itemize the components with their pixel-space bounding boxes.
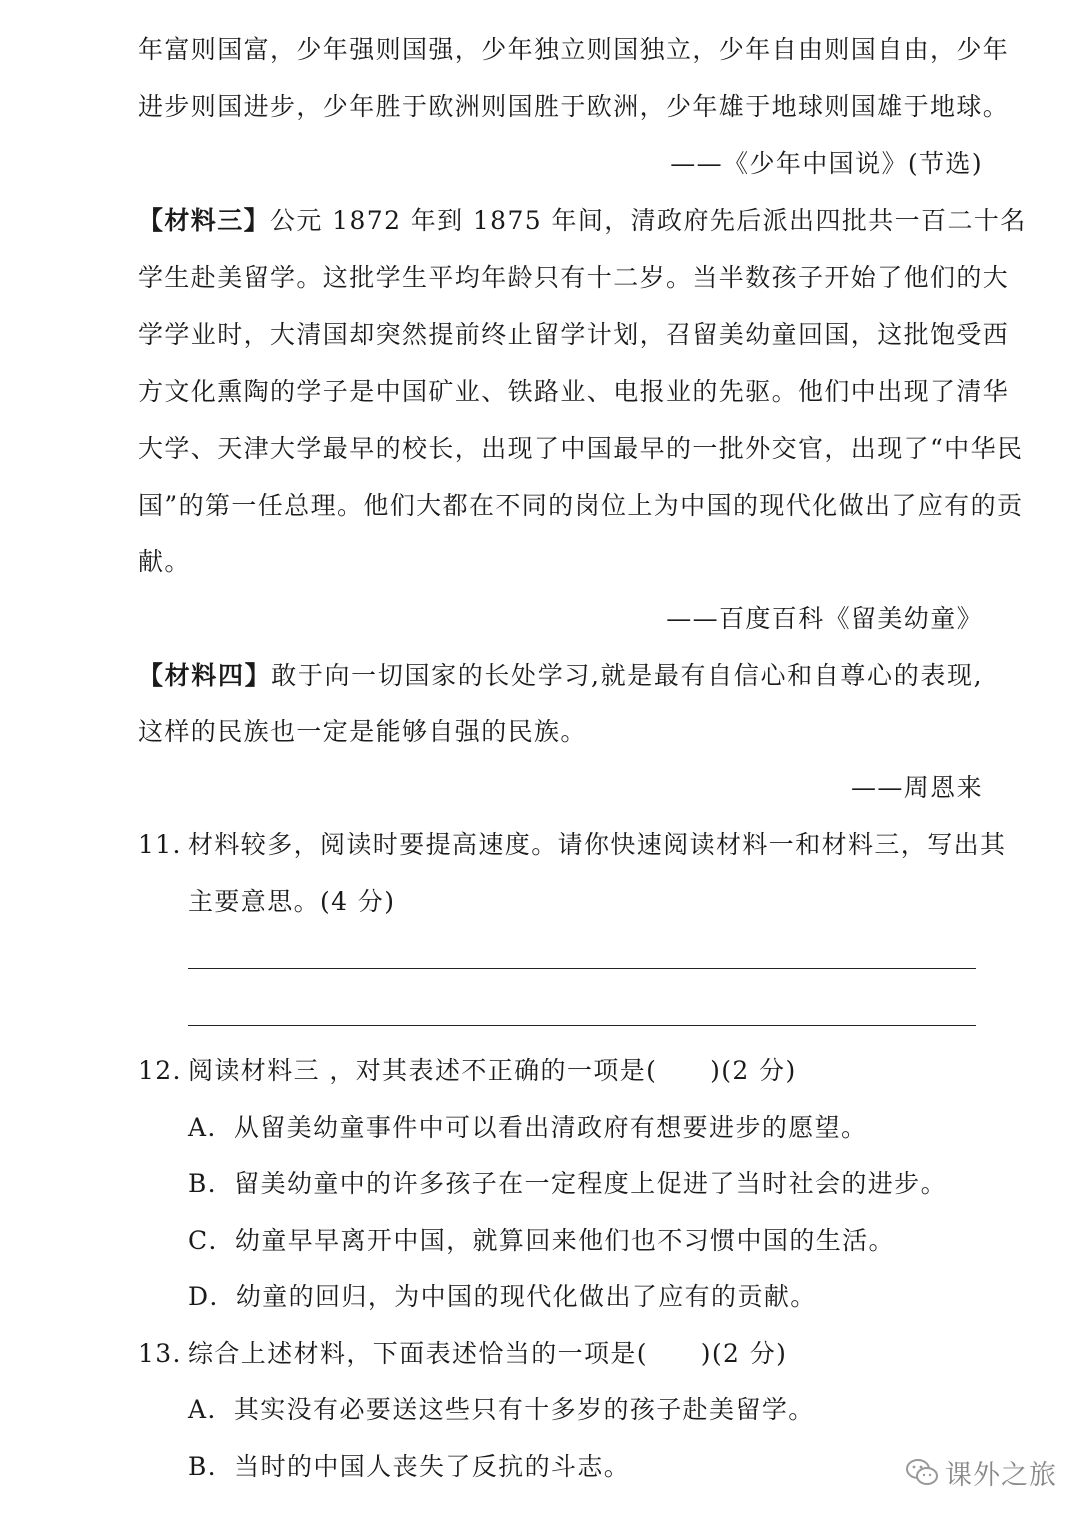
material-three-line-2: 学生赴美留学。这批学生平均年龄只有十二岁。当半数孩子开始了他们的大 [138,263,1010,292]
question-12-option-c[interactable]: C．幼童早早离开中国，就算回来他们也不习惯中国的生活。 [188,1226,895,1255]
question-12-option-a[interactable]: A．从留美幼童事件中可以看出清政府有想要进步的愿望。 [188,1113,868,1142]
question-12-option-d[interactable]: D．幼童的回归，为中国的现代化做出了应有的贡献。 [188,1282,817,1311]
material-two-source: ——《少年中国说》(节选) [670,149,983,178]
question-13-number: 13． [138,1339,200,1368]
wechat-icon [905,1457,939,1487]
material-three-line-5: 大学、天津大学最早的校长，出现了中国最早的一批外交官，出现了“中华民 [138,434,1024,463]
question-11-line-2: 主要意思。(4 分) [188,887,396,916]
material-four-line-1 [138,660,983,692]
question-11-line-1 [138,829,1007,861]
question-12-option-b[interactable]: B．留美幼童中的许多孩子在一定程度上促进了当时社会的进步。 [188,1169,947,1198]
question-13-stem-line [138,1338,983,1370]
question-11-text: 材料较多，阅读时要提高速度。请你快速阅读材料一和材料三，写出其 [188,830,1007,859]
watermark [905,1450,1057,1494]
watermark-text: 课外之旅 [945,1459,1057,1491]
material-three-text: 公元 1872 年到 1875 年间，清政府先后派出四批共一百二十名 [270,206,1027,235]
material-four-line-2: 这样的民族也一定是能够自强的民族。 [138,717,587,746]
material-three-source: ——百度百科《留美幼童》 [666,604,983,633]
material-two-line-2: 进步则国进步，少年胜于欧洲则国胜于欧洲，少年雄于地球则国雄于地球。 [138,92,1010,121]
question-13-option-b[interactable]: B．当时的中国人丧失了反抗的斗志。 [188,1452,631,1481]
question-12-stem-line [138,1055,983,1087]
material-three-label: 【材料三】 [138,206,271,235]
material-three-line-1 [138,205,1027,237]
material-three-line-7: 献。 [138,547,191,576]
material-three-line-3: 学学业时，大清国却突然提前终止留学计划，召留美幼童回国，这批饱受西 [138,320,1010,349]
question-12-number: 12． [138,1056,200,1085]
answer-line-1[interactable] [188,968,976,969]
material-two-line-1: 年富则国富，少年强则国强，少年独立则国独立，少年自由则国自由，少年 [138,35,1010,64]
answer-line-2[interactable] [188,1025,976,1026]
material-four-source: ——周恩来 [850,773,983,802]
question-12-stem: 阅读材料三 ，对其表述不正确的一项是( )(2 分) [188,1056,797,1085]
question-13-stem: 综合上述材料，下面表述恰当的一项是( )(2 分) [188,1339,788,1368]
material-four-text: 敢于向一切国家的长处学习,就是最有自信心和自尊心的表现, [271,661,983,690]
question-11-number: 11． [138,830,200,859]
material-four-label: 【材料四】 [138,661,272,690]
material-three-line-4: 方文化熏陶的学子是中国矿业、铁路业、电报业的先驱。他们中出现了清华 [138,377,1010,406]
question-13-option-a[interactable]: A．其实没有必要送这些只有十多岁的孩子赴美留学。 [188,1395,815,1424]
material-three-line-6: 国”的第一任总理。他们大都在不同的岗位上为中国的现代化做出了应有的贡 [138,491,1024,520]
